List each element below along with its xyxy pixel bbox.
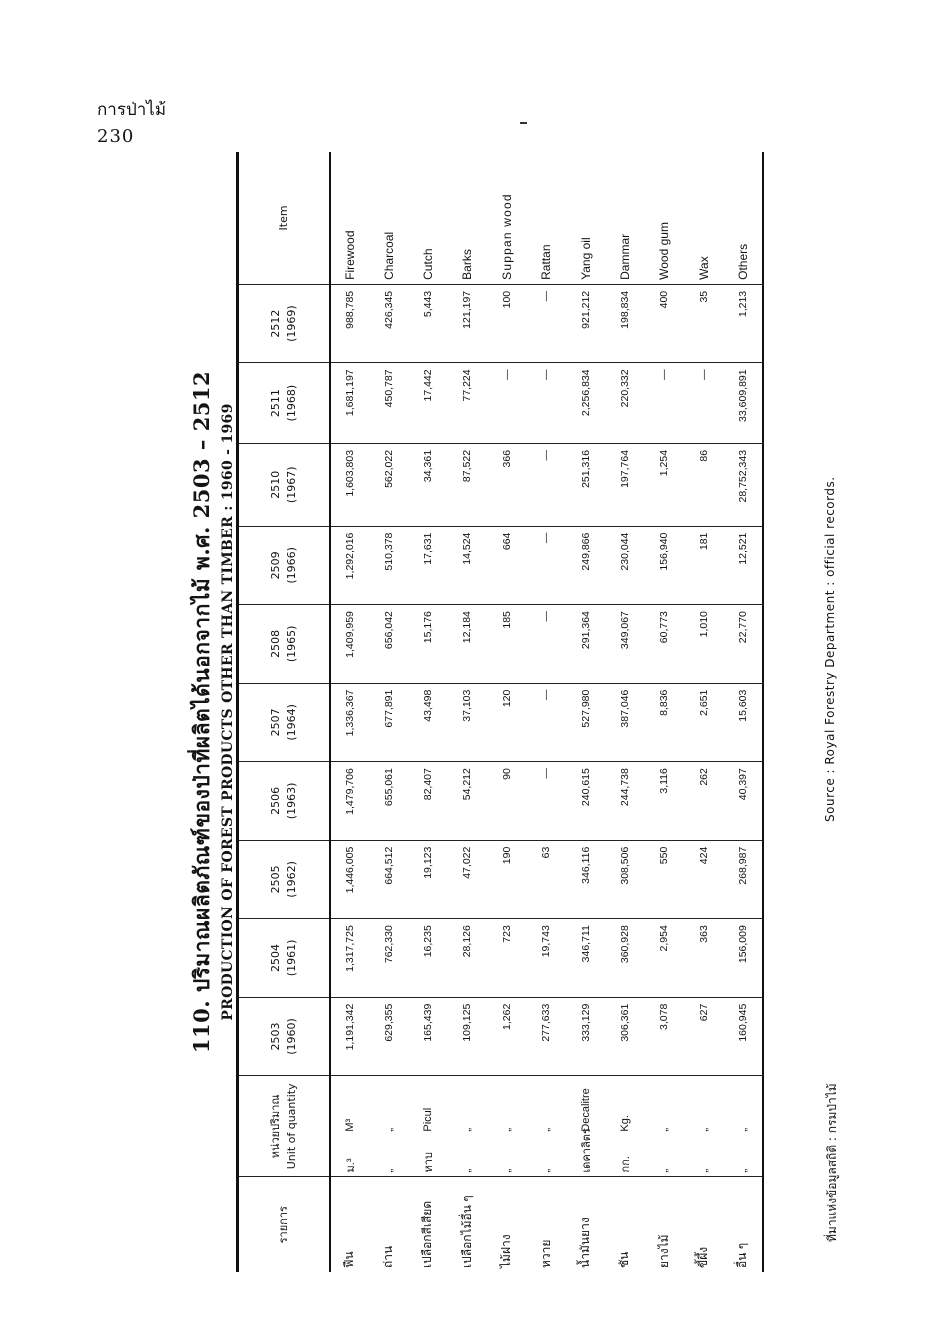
header-year (238, 363, 330, 444)
unit-thai: „ (684, 1136, 723, 1177)
value-cell: 156,009 (723, 919, 762, 998)
unit-thai: „ (526, 1136, 565, 1177)
unit-english: „ (382, 1127, 395, 1132)
table-row (448, 152, 487, 1272)
year-be: 2511 (268, 389, 282, 418)
value-cell: 333,129 (566, 997, 605, 1076)
unit-thai: เดคาลิตร (566, 1136, 605, 1177)
year-ad: (1967) (284, 466, 298, 504)
item-english: Suppan wood (487, 152, 526, 284)
value-cell: 249,866 (566, 526, 605, 605)
year-ad: (1965) (284, 625, 298, 663)
value-cell: 240,615 (566, 762, 605, 841)
item-thai: ขี้ผึ้ง (696, 1246, 711, 1268)
value-cell: 54,212 (448, 762, 487, 841)
value-cell: 197,764 (605, 443, 644, 526)
value-cell: 346,711 (566, 919, 605, 998)
year-be: 2512 (268, 309, 282, 338)
value-cell: 15,176 (408, 605, 447, 684)
unit-english: Kg. (618, 1115, 631, 1132)
value-cell: 14,524 (448, 526, 487, 605)
running-head: การป่าไม้ (97, 100, 167, 120)
item-thai: ชัน (617, 1251, 632, 1268)
item-thai: หวาย (538, 1239, 553, 1268)
value-cell: 19,123 (408, 840, 447, 919)
year-ad: (1962) (284, 861, 298, 898)
value-cell: 664,512 (369, 840, 408, 919)
item-thai: ไม้ฝาง (499, 1234, 514, 1268)
rotated-table-page (178, 152, 838, 1272)
value-cell: 627 (684, 997, 723, 1076)
year-be: 2509 (268, 551, 282, 580)
value-cell: 109,125 (448, 997, 487, 1076)
value-cell: 1,409,959 (330, 605, 369, 684)
value-cell: 291,364 (566, 605, 605, 684)
year-ad: (1961) (284, 939, 298, 977)
value-cell: 19,743 (526, 919, 565, 998)
value-cell: 360,928 (605, 919, 644, 998)
value-cell: 220,332 (605, 363, 644, 444)
value-cell: 1,191,342 (330, 997, 369, 1076)
value-cell: 655,061 (369, 762, 408, 841)
value-cell: 37,103 (448, 683, 487, 762)
value-cell: 1,292,016 (330, 526, 369, 605)
source-english: Source : Royal Forestry Department : official records. (823, 476, 837, 822)
value-cell: 47,022 (448, 840, 487, 919)
unit-english: „ (697, 1127, 710, 1132)
unit-english: Picul (421, 1107, 434, 1132)
year-be: 2510 (268, 470, 282, 499)
value-cell: 268,987 (723, 840, 762, 919)
value-cell: — (526, 605, 565, 684)
header-year (238, 284, 330, 363)
value-cell: 244,738 (605, 762, 644, 841)
value-cell: 77,224 (448, 363, 487, 444)
value-cell: 12,184 (448, 605, 487, 684)
value-cell: 277,633 (526, 997, 565, 1076)
value-cell: 2,651 (684, 683, 723, 762)
table-body (330, 152, 763, 1272)
header-item-english: Item (238, 152, 330, 284)
unit-english: „ (736, 1127, 749, 1132)
unit-english: „ (658, 1127, 671, 1132)
value-cell: 349,067 (605, 605, 644, 684)
header-year (238, 840, 330, 919)
value-cell: 510,378 (369, 526, 408, 605)
value-cell: 1,213 (723, 284, 762, 363)
item-english: Charcoal (369, 152, 408, 284)
table-title-thai: 110. ปริมาณผลิตภัณฑ์ของป่าที่ผลิตได้นอกจากไม้ พ.ศ. 2503 – 2512 (189, 370, 214, 1054)
value-cell: 550 (645, 840, 684, 919)
value-cell: 165,439 (408, 997, 447, 1076)
value-cell: 2,954 (645, 919, 684, 998)
item-english: Cutch (408, 152, 447, 284)
header-year (238, 683, 330, 762)
value-cell: 8,836 (645, 683, 684, 762)
value-cell: 1,254 (645, 443, 684, 526)
source-thai: ที่มาแห่งข้อมูลสถิติ : กรมป่าไม้ (825, 1083, 839, 1242)
year-be: 2504 (268, 943, 282, 972)
value-cell: 251,316 (566, 443, 605, 526)
value-cell: 450,787 (369, 363, 408, 444)
item-english: Barks (448, 152, 487, 284)
table-row (566, 152, 605, 1272)
unit-english: „ (461, 1127, 474, 1132)
value-cell: 723 (487, 919, 526, 998)
value-cell: 100 (487, 284, 526, 363)
value-cell: 677,891 (369, 683, 408, 762)
page-number: 230 (97, 126, 135, 147)
value-cell: — (487, 363, 526, 444)
unit-english: Decalitre (579, 1088, 592, 1132)
value-cell: 35 (684, 284, 723, 363)
scan-mark (520, 122, 527, 124)
value-cell: 1,010 (684, 605, 723, 684)
table-title-english: PRODUCTION OF FOREST PRODUCTS OTHER THAN TIMBER : 1960 - 1969 (220, 403, 236, 1021)
value-cell: 121,197 (448, 284, 487, 363)
value-cell: 1,603,803 (330, 443, 369, 526)
unit-thai: หาบ (408, 1136, 447, 1177)
value-cell: 120 (487, 683, 526, 762)
value-cell: 5,443 (408, 284, 447, 363)
value-cell: 1,446,005 (330, 840, 369, 919)
value-cell: 86 (684, 443, 723, 526)
value-cell: — (526, 526, 565, 605)
header-unit (238, 1076, 330, 1177)
header-year (238, 605, 330, 684)
item-thai: น้ำมันยาง (578, 1217, 593, 1268)
value-cell: 366 (487, 443, 526, 526)
year-ad: (1964) (284, 704, 298, 741)
year-ad: (1960) (284, 1018, 298, 1055)
value-cell: 28,126 (448, 919, 487, 998)
value-cell: 2,256,834 (566, 363, 605, 444)
item-english: Wood gum (645, 152, 684, 284)
unit-thai: „ (723, 1136, 762, 1177)
value-cell: 400 (645, 284, 684, 363)
year-ad: (1968) (284, 384, 298, 422)
header-year (238, 443, 330, 526)
value-cell: 230,044 (605, 526, 644, 605)
table-row (684, 152, 723, 1272)
header-year (238, 762, 330, 841)
year-be: 2505 (268, 865, 282, 894)
item-english: Others (723, 152, 762, 284)
value-cell: 1,479,706 (330, 762, 369, 841)
header-year (238, 997, 330, 1076)
value-cell: 40,397 (723, 762, 762, 841)
value-cell: 190 (487, 840, 526, 919)
unit-thai: กก. (605, 1136, 644, 1177)
value-cell: 17,442 (408, 363, 447, 444)
value-cell: 306,361 (605, 997, 644, 1076)
value-cell: 629,355 (369, 997, 408, 1076)
value-cell: 3,116 (645, 762, 684, 841)
title-block (186, 152, 236, 1272)
value-cell: — (526, 443, 565, 526)
value-cell: 262 (684, 762, 723, 841)
value-cell: 160,945 (723, 997, 762, 1076)
item-thai: ยางไม้ (656, 1234, 671, 1268)
value-cell: 22,770 (723, 605, 762, 684)
unit-thai: „ (487, 1136, 526, 1177)
unit-thai: „ (645, 1136, 684, 1177)
value-cell: 664 (487, 526, 526, 605)
year-be: 2506 (268, 786, 282, 815)
value-cell: — (526, 762, 565, 841)
unit-english: „ (500, 1127, 513, 1132)
item-thai: เปลือกไม้อื่น ๆ (459, 1195, 474, 1268)
value-cell: 1,262 (487, 997, 526, 1076)
table-row (645, 152, 684, 1272)
item-thai: ฟืน (342, 1251, 357, 1268)
unit-thai: „ (448, 1136, 487, 1177)
value-cell: 33,609,891 (723, 363, 762, 444)
value-cell: 17,631 (408, 526, 447, 605)
item-english: Rattan (526, 152, 565, 284)
value-cell: 424 (684, 840, 723, 919)
value-cell: 34,361 (408, 443, 447, 526)
value-cell: 82,407 (408, 762, 447, 841)
table-header (238, 152, 330, 1272)
year-ad: (1963) (284, 782, 298, 820)
value-cell: 28,752,343 (723, 443, 762, 526)
value-cell: 60,773 (645, 605, 684, 684)
item-thai: ถ่าน (381, 1245, 396, 1268)
value-cell: 562,022 (369, 443, 408, 526)
year-be: 2507 (268, 708, 282, 737)
item-english: Wax (684, 152, 723, 284)
value-cell: 87,522 (448, 443, 487, 526)
value-cell: 426,345 (369, 284, 408, 363)
value-cell: 656,042 (369, 605, 408, 684)
unit-english: „ (540, 1127, 553, 1132)
header-year (238, 919, 330, 998)
value-cell: — (526, 284, 565, 363)
value-cell: 156,940 (645, 526, 684, 605)
value-cell: — (526, 363, 565, 444)
value-cell: 988,785 (330, 284, 369, 363)
table-row (605, 152, 644, 1272)
unit-english: M³ (343, 1118, 356, 1132)
value-cell: 921,212 (566, 284, 605, 363)
header-year (238, 526, 330, 605)
item-english: Dammar (605, 152, 644, 284)
value-cell: 198,834 (605, 284, 644, 363)
value-cell: 12,521 (723, 526, 762, 605)
value-cell: 1,336,367 (330, 683, 369, 762)
year-be: 2508 (268, 629, 282, 658)
table-row (369, 152, 408, 1272)
value-cell: 43,498 (408, 683, 447, 762)
value-cell: 1,681,197 (330, 363, 369, 444)
value-cell: — (645, 363, 684, 444)
value-cell: 346,116 (566, 840, 605, 919)
value-cell: 15,603 (723, 683, 762, 762)
year-ad: (1966) (284, 547, 298, 584)
table-row (723, 152, 762, 1272)
header-unit-english: Unit of quantity (284, 1083, 298, 1170)
table-row (526, 152, 565, 1272)
value-cell: 3,078 (645, 997, 684, 1076)
table-row (408, 152, 447, 1272)
header-item-thai: รายการ (276, 1206, 290, 1244)
value-cell: 185 (487, 605, 526, 684)
table-row (487, 152, 526, 1272)
year-be: 2503 (268, 1022, 282, 1051)
item-thai: อื่น ๆ (735, 1242, 750, 1268)
item-english: Firewood (330, 152, 369, 284)
unit-thai: ม.³ (330, 1136, 369, 1177)
value-cell: 1,317,725 (330, 919, 369, 998)
value-cell: 90 (487, 762, 526, 841)
table-row (330, 152, 369, 1272)
value-cell: 387,046 (605, 683, 644, 762)
value-cell: 363 (684, 919, 723, 998)
value-cell: — (526, 683, 565, 762)
unit-thai: „ (369, 1136, 408, 1177)
value-cell: 308,506 (605, 840, 644, 919)
value-cell: 181 (684, 526, 723, 605)
year-ad: (1969) (284, 305, 298, 342)
value-cell: 16,235 (408, 919, 447, 998)
value-cell: — (684, 363, 723, 444)
value-cell: 762,330 (369, 919, 408, 998)
item-thai: เปลือกสีเสียด (420, 1200, 435, 1268)
item-english: Yang oil (566, 152, 605, 284)
production-table (236, 152, 764, 1272)
header-unit-thai: หน่วยปริมาณ (268, 1094, 282, 1159)
value-cell: 63 (526, 840, 565, 919)
value-cell: 527,980 (566, 683, 605, 762)
